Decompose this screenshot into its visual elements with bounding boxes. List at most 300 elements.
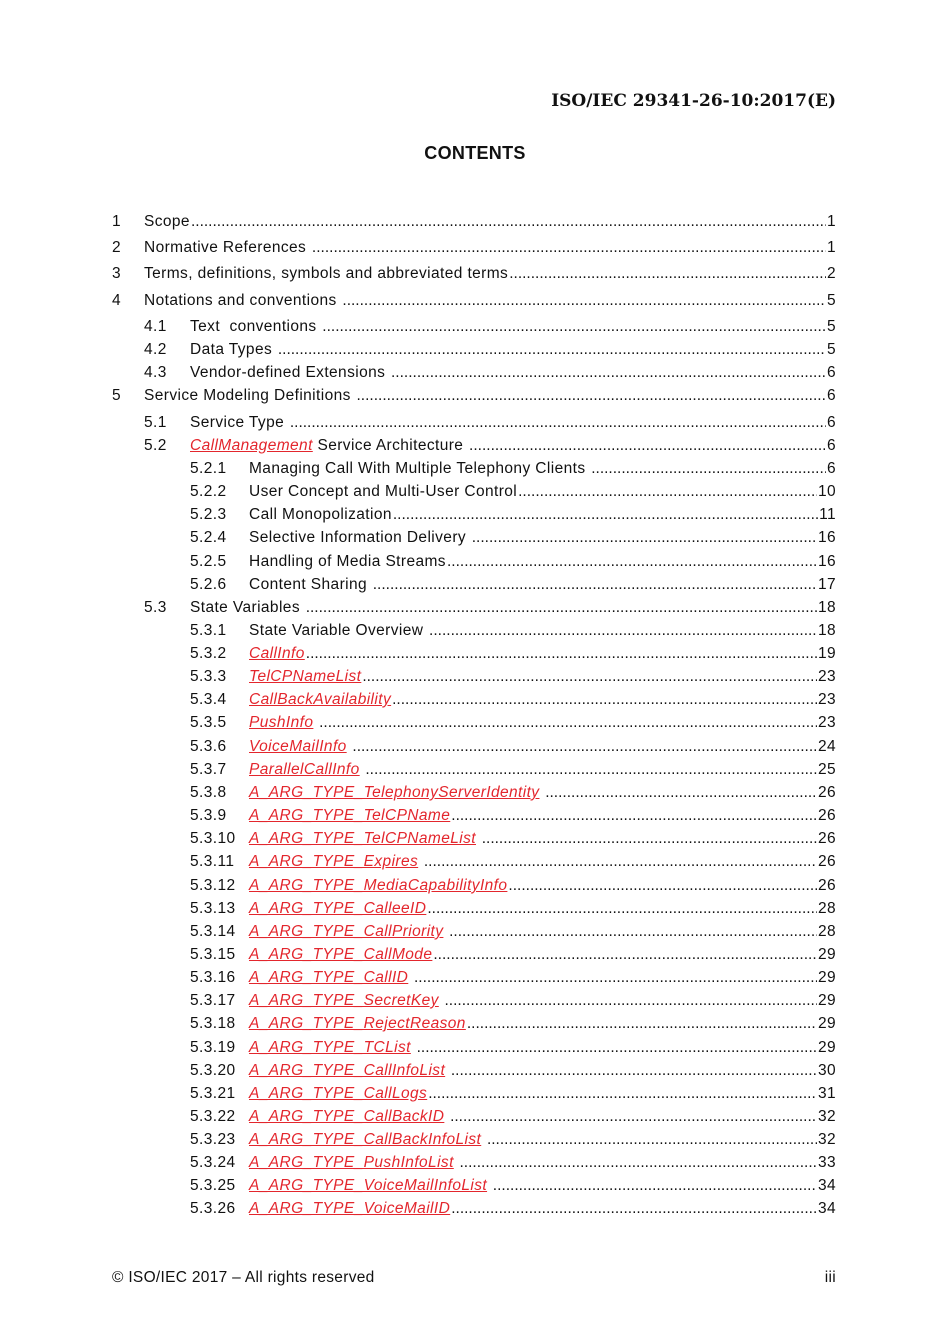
toc-page-number: 6 — [826, 387, 836, 404]
toc-page-number: 29 — [817, 1039, 836, 1056]
toc-page-number: 29 — [817, 992, 836, 1009]
toc-link[interactable]: A_ARG_TYPE_RejectReason — [249, 1015, 466, 1032]
toc-entry[interactable] — [249, 1084, 836, 1104]
toc-entry[interactable] — [249, 528, 836, 548]
toc-title-text — [444, 1108, 449, 1125]
toc-title — [249, 991, 444, 1011]
dot-leader — [482, 829, 817, 849]
dot-leader — [392, 690, 817, 710]
toc-page-number: 6 — [826, 437, 836, 454]
toc-row[interactable] — [0, 876, 950, 896]
dot-leader — [509, 264, 826, 284]
dot-leader — [451, 1199, 817, 1219]
toc-title-text — [539, 784, 544, 801]
toc-page-number: 23 — [817, 714, 836, 731]
toc-title-text: Handling of Media Streams — [249, 553, 446, 570]
toc-entry[interactable] — [249, 552, 836, 572]
toc-number: 5.3.9 — [190, 807, 227, 824]
toc-link[interactable]: A_ARG_TYPE_CallBackID — [249, 1108, 445, 1125]
dot-leader — [352, 737, 817, 757]
toc-page-number: 26 — [817, 807, 836, 824]
toc-page-number: 1 — [826, 239, 836, 256]
dot-leader — [460, 1153, 817, 1173]
toc-link[interactable]: A_ARG_TYPE_CallID — [249, 969, 409, 986]
toc-number: 5.3.23 — [190, 1131, 236, 1148]
toc-row[interactable] — [0, 528, 950, 548]
toc-page-number: 32 — [817, 1108, 836, 1125]
toc-row[interactable] — [0, 264, 950, 284]
toc-entry[interactable] — [249, 1153, 836, 1173]
toc-title — [249, 690, 391, 710]
dot-leader — [365, 760, 817, 780]
toc-row[interactable] — [0, 852, 950, 872]
toc-page-number: 28 — [817, 900, 836, 917]
toc-link[interactable]: A_ARG_TYPE_SecretKey — [249, 992, 439, 1009]
copyright-notice: © ISO/IEC 2017 – All rights reserved — [112, 1269, 375, 1286]
toc-entry[interactable] — [249, 459, 836, 479]
toc-row[interactable] — [0, 1014, 950, 1034]
toc-number: 5.2.5 — [190, 553, 227, 570]
toc-link[interactable]: A_ARG_TYPE_TelCPNameList — [249, 830, 476, 847]
toc-row[interactable] — [0, 482, 950, 502]
dot-leader — [493, 1176, 817, 1196]
dot-leader — [417, 1038, 817, 1058]
toc-title — [249, 1014, 466, 1034]
toc-title-text — [476, 830, 481, 847]
toc-page-number: 16 — [817, 529, 836, 546]
toc-title-text — [481, 1131, 486, 1148]
toc-title — [249, 575, 372, 595]
toc-entry[interactable] — [249, 713, 836, 733]
toc-title — [249, 1084, 427, 1104]
toc-title — [190, 317, 321, 337]
toc-title — [190, 598, 305, 618]
toc-title — [190, 436, 468, 456]
dot-leader — [322, 317, 826, 337]
toc-row[interactable] — [0, 922, 950, 942]
toc-link[interactable]: A_ARG_TYPE_CallInfoList — [249, 1062, 446, 1079]
toc-number: 4.2 — [144, 341, 167, 358]
dot-leader — [518, 482, 817, 502]
toc-number: 4.3 — [144, 364, 167, 381]
toc-title — [249, 482, 517, 502]
dot-leader — [449, 922, 817, 942]
toc-link[interactable]: A_ARG_TYPE_VoiceMailInfoList — [249, 1177, 488, 1194]
toc-entry[interactable] — [249, 644, 836, 664]
toc-entry[interactable] — [249, 876, 836, 896]
toc-page-number: 16 — [817, 553, 836, 570]
toc-page-number: 5 — [826, 318, 836, 335]
dot-leader — [447, 552, 817, 572]
toc-entry[interactable] — [249, 806, 836, 826]
page-number: iii — [824, 1269, 836, 1286]
toc-title-text: Text conventions — [190, 318, 322, 335]
toc-page-number: 5 — [826, 341, 836, 358]
toc-number: 5.2.3 — [190, 506, 227, 523]
toc-row[interactable] — [0, 991, 950, 1011]
toc-entry[interactable] — [249, 667, 836, 687]
toc-title-text: Content Sharing — [249, 576, 372, 593]
toc-row[interactable] — [0, 363, 950, 383]
toc-title-text: Service Modeling Definitions — [144, 387, 356, 404]
toc-page-number: 18 — [817, 599, 836, 616]
toc-title — [249, 667, 361, 687]
toc-entry[interactable] — [249, 737, 836, 757]
toc-row[interactable] — [0, 690, 950, 710]
toc-link[interactable]: A_ARG_TYPE_CallMode — [249, 946, 433, 963]
toc-entry[interactable] — [249, 482, 836, 502]
toc-row[interactable] — [0, 899, 950, 919]
toc-page-number: 26 — [817, 853, 836, 870]
toc-title-text: Service Type — [190, 414, 289, 431]
toc-number: 5.3.5 — [190, 714, 227, 731]
toc-number: 5.3.11 — [190, 853, 235, 870]
toc-page-number: 34 — [817, 1177, 836, 1194]
toc-link[interactable]: ParallelCallInfo — [249, 761, 360, 778]
toc-page-number: 34 — [817, 1200, 836, 1217]
dot-leader — [450, 1107, 817, 1127]
toc-title — [249, 876, 507, 896]
toc-title-text: Normative References — [144, 239, 311, 256]
toc-row[interactable] — [0, 713, 950, 733]
toc-number: 2 — [112, 239, 122, 256]
dot-leader — [429, 621, 817, 641]
toc-number: 5.3.10 — [190, 830, 236, 847]
toc-page-number: 29 — [817, 1015, 836, 1032]
toc-row[interactable] — [0, 552, 950, 572]
page-footer — [112, 1269, 836, 1289]
toc-page-number: 6 — [826, 364, 836, 381]
toc-row[interactable] — [0, 1199, 950, 1219]
toc-number: 5.3.26 — [190, 1200, 236, 1217]
toc-entry[interactable] — [190, 340, 836, 360]
toc-entry[interactable] — [190, 363, 836, 383]
toc-title-text: Selective Information Delivery — [249, 529, 471, 546]
toc-row[interactable] — [0, 806, 950, 826]
toc-page-number: 31 — [817, 1085, 836, 1102]
toc-row[interactable] — [0, 1107, 950, 1127]
dot-leader — [306, 598, 817, 618]
dot-leader — [451, 806, 817, 826]
toc-page-number: 26 — [817, 830, 836, 847]
toc-row[interactable] — [0, 413, 950, 433]
toc-title — [249, 783, 544, 803]
toc-title — [249, 968, 413, 988]
toc-row[interactable] — [0, 291, 950, 311]
toc-title — [144, 238, 311, 258]
toc-title — [249, 552, 446, 572]
toc-number: 5.3.6 — [190, 738, 227, 755]
toc-title — [249, 1130, 486, 1150]
toc-title-text: Service Architecture — [312, 437, 469, 454]
toc-title — [144, 291, 341, 311]
toc-entry[interactable] — [249, 783, 836, 803]
toc-number: 5.3.2 — [190, 645, 227, 662]
toc-number: 5.2.6 — [190, 576, 227, 593]
toc-title — [249, 806, 450, 826]
dot-leader — [362, 667, 817, 687]
toc-title — [190, 413, 289, 433]
toc-link[interactable]: A_ARG_TYPE_CallBackInfoList — [249, 1131, 482, 1148]
toc-number: 5.3.7 — [190, 761, 227, 778]
toc-entry[interactable] — [249, 1014, 836, 1034]
toc-number: 5.2.1 — [190, 460, 227, 477]
toc-title — [190, 340, 277, 360]
toc-entry[interactable] — [249, 945, 836, 965]
toc-row[interactable] — [0, 737, 950, 757]
page-title: CONTENTS — [424, 143, 526, 163]
toc-title-text — [487, 1177, 492, 1194]
dot-leader — [591, 459, 826, 479]
toc-title — [249, 528, 471, 548]
toc-number: 5.3.19 — [190, 1039, 236, 1056]
dot-leader — [424, 852, 817, 872]
toc-page-number: 25 — [817, 761, 836, 778]
toc-number: 5.3.12 — [190, 877, 236, 894]
toc-link[interactable]: CallBackAvailability — [249, 691, 392, 708]
toc-row[interactable] — [0, 760, 950, 780]
toc-entry[interactable] — [249, 505, 836, 525]
toc-title — [249, 713, 318, 733]
document-id: ISO/IEC 29341-26-10:2017(E) — [551, 91, 836, 111]
toc-entry[interactable] — [249, 1107, 836, 1127]
dot-leader — [469, 436, 826, 456]
toc-link[interactable]: A_ARG_TYPE_CalleeID — [249, 900, 427, 917]
toc-number: 5.3.15 — [190, 946, 236, 963]
toc-link[interactable]: CallInfo — [249, 645, 305, 662]
toc-title-text — [443, 923, 448, 940]
toc-link[interactable]: A_ARG_TYPE_TelCPName — [249, 807, 451, 824]
toc-title — [249, 1176, 492, 1196]
toc-number: 5 — [112, 387, 122, 404]
toc-row[interactable] — [0, 1038, 950, 1058]
toc-row[interactable] — [0, 783, 950, 803]
toc-number: 5.3.20 — [190, 1062, 236, 1079]
toc-page-number: 11 — [819, 506, 836, 523]
toc-title-text — [313, 714, 318, 731]
toc-number: 5.2.2 — [190, 483, 227, 500]
toc-entry[interactable] — [249, 1199, 836, 1219]
toc-link[interactable]: A_ARG_TYPE_Expires — [249, 853, 419, 870]
toc-row[interactable] — [0, 1130, 950, 1150]
toc-title-text: State Variable Overview — [249, 622, 429, 639]
dot-leader — [306, 644, 817, 664]
toc-row[interactable] — [0, 945, 950, 965]
toc-number: 5.3.4 — [190, 691, 227, 708]
toc-page-number: 23 — [817, 691, 836, 708]
toc-row[interactable] — [0, 459, 950, 479]
toc-entry[interactable] — [249, 760, 836, 780]
toc-title-text: Terms, definitions, symbols and abbreviated terms — [144, 265, 509, 282]
toc-row[interactable] — [0, 340, 950, 360]
toc-entry[interactable] — [190, 598, 836, 618]
toc-entry[interactable] — [144, 238, 836, 258]
toc-number: 5.3 — [144, 599, 167, 616]
toc-entry[interactable] — [249, 690, 836, 710]
dot-leader — [467, 1014, 817, 1034]
toc-title — [249, 1107, 449, 1127]
toc-title-text: State Variables — [190, 599, 305, 616]
toc-link[interactable]: A_ARG_TYPE_CallPriority — [249, 923, 444, 940]
toc-title-text: Scope — [144, 213, 190, 230]
dot-leader — [278, 340, 826, 360]
toc-number: 5.2 — [144, 437, 167, 454]
toc-page-number: 23 — [817, 668, 836, 685]
toc-row[interactable] — [0, 1084, 950, 1104]
toc-title-text — [454, 1154, 459, 1171]
toc-number: 1 — [112, 213, 122, 230]
toc-row[interactable] — [0, 667, 950, 687]
toc-title-text: Notations and conventions — [144, 292, 342, 309]
toc-entry[interactable] — [249, 1176, 836, 1196]
dot-leader — [356, 386, 825, 406]
toc-entry[interactable] — [249, 968, 836, 988]
dot-leader — [428, 1084, 817, 1104]
toc-entry[interactable] — [144, 386, 836, 406]
toc-title-text — [439, 992, 444, 1009]
dot-leader — [433, 945, 817, 965]
toc-title-text — [347, 738, 352, 755]
toc-row[interactable] — [0, 1176, 950, 1196]
toc-title — [249, 945, 432, 965]
toc-page-number: 6 — [826, 460, 836, 477]
toc-row[interactable] — [0, 644, 950, 664]
toc-entry[interactable] — [249, 829, 836, 849]
toc-entry[interactable] — [249, 621, 836, 641]
toc-title-text: Vendor-defined Extensions — [190, 364, 390, 381]
toc-entry[interactable] — [249, 991, 836, 1011]
toc-row[interactable] — [0, 1061, 950, 1081]
toc-row[interactable] — [0, 575, 950, 595]
toc-page-number: 5 — [826, 292, 836, 309]
toc-number: 5.3.21 — [190, 1085, 236, 1102]
toc-page-number: 6 — [826, 414, 836, 431]
toc-title — [249, 829, 481, 849]
toc-title — [249, 852, 423, 872]
toc-entry[interactable] — [249, 899, 836, 919]
toc-entry[interactable] — [249, 1038, 836, 1058]
dot-leader — [342, 291, 826, 311]
toc-entry[interactable] — [144, 291, 836, 311]
toc-link[interactable]: A_ARG_TYPE_MediaCapabilityInfo — [249, 877, 508, 894]
dot-leader — [191, 212, 826, 232]
toc-link[interactable]: TelCPNameList — [249, 668, 362, 685]
toc-number: 5.3.16 — [190, 969, 236, 986]
dot-leader — [312, 238, 826, 258]
toc-entry[interactable] — [249, 1061, 836, 1081]
toc-title — [249, 505, 392, 525]
toc-page-number: 24 — [817, 738, 836, 755]
toc-title — [249, 760, 364, 780]
toc-title — [249, 1199, 450, 1219]
dot-leader — [393, 505, 818, 525]
toc-number: 4 — [112, 292, 122, 309]
toc-number: 4.1 — [144, 318, 167, 335]
toc-row[interactable] — [0, 598, 950, 618]
dot-leader — [451, 1061, 817, 1081]
dot-leader — [373, 575, 817, 595]
toc-entry[interactable] — [249, 575, 836, 595]
toc-title — [249, 621, 428, 641]
toc-number: 5.3.3 — [190, 668, 227, 685]
dot-leader — [487, 1130, 817, 1150]
toc-page-number: 26 — [817, 877, 836, 894]
toc-page-number: 33 — [817, 1154, 836, 1171]
toc-title-text: User Concept and Multi-User Control — [249, 483, 518, 500]
toc-link[interactable]: PushInfo — [249, 714, 314, 731]
toc-entry[interactable] — [190, 413, 836, 433]
toc-title — [249, 922, 448, 942]
toc-title-text: Managing Call With Multiple Telephony Clients — [249, 460, 591, 477]
toc-title-text — [445, 1062, 450, 1079]
toc-title-text — [360, 761, 365, 778]
toc-entry[interactable] — [249, 922, 836, 942]
toc-title-text: Data Types — [190, 341, 277, 358]
toc-title — [144, 212, 190, 232]
toc-entry[interactable] — [249, 1130, 836, 1150]
toc-title-text — [418, 853, 423, 870]
dot-leader — [319, 713, 817, 733]
toc-page-number: 26 — [817, 784, 836, 801]
toc-page-number: 30 — [817, 1062, 836, 1079]
toc-number: 5.3.25 — [190, 1177, 236, 1194]
toc-row[interactable] — [0, 505, 950, 525]
toc-row[interactable] — [0, 1153, 950, 1173]
toc-link[interactable]: A_ARG_TYPE_VoiceMailID — [249, 1200, 451, 1217]
toc-row[interactable] — [0, 621, 950, 641]
toc-row[interactable] — [0, 829, 950, 849]
toc-number: 5.3.14 — [190, 923, 236, 940]
toc-link[interactable]: VoiceMailInfo — [249, 738, 347, 755]
toc-entry[interactable] — [190, 436, 836, 456]
toc-page-number: 1 — [826, 213, 836, 230]
toc-title — [249, 1038, 416, 1058]
toc-link[interactable]: A_ARG_TYPE_PushInfoList — [249, 1154, 454, 1171]
toc-entry[interactable] — [144, 264, 836, 284]
dot-leader — [508, 876, 817, 896]
toc-title — [190, 363, 390, 383]
toc-row[interactable] — [0, 968, 950, 988]
toc-title-text — [408, 969, 413, 986]
toc-number: 5.3.1 — [190, 622, 227, 639]
toc-title — [144, 386, 355, 406]
toc-entry[interactable] — [144, 212, 836, 232]
toc-title-text — [411, 1039, 416, 1056]
toc-link[interactable]: A_ARG_TYPE_TelephonyServerIdentity — [249, 784, 540, 801]
toc-page-number: 32 — [817, 1131, 836, 1148]
toc-number: 5.3.18 — [190, 1015, 236, 1032]
toc-entry[interactable] — [249, 852, 836, 872]
toc-row[interactable] — [0, 436, 950, 456]
dot-leader — [545, 783, 817, 803]
toc-entry[interactable] — [190, 317, 836, 337]
toc-row[interactable] — [0, 386, 950, 406]
toc-link[interactable]: CallManagement — [190, 437, 313, 454]
toc-title — [144, 264, 508, 284]
toc-link[interactable]: A_ARG_TYPE_CallLogs — [249, 1085, 428, 1102]
toc-page-number: 18 — [817, 622, 836, 639]
dot-leader — [472, 528, 817, 548]
toc-number: 5.3.13 — [190, 900, 236, 917]
toc-page-number: 2 — [826, 265, 836, 282]
toc-row[interactable] — [0, 238, 950, 258]
toc-number: 3 — [112, 265, 122, 282]
toc-link[interactable]: A_ARG_TYPE_TCList — [249, 1039, 411, 1056]
toc-title — [249, 899, 426, 919]
toc-row[interactable] — [0, 317, 950, 337]
toc-page-number: 19 — [817, 645, 836, 662]
toc-row[interactable] — [0, 212, 950, 232]
